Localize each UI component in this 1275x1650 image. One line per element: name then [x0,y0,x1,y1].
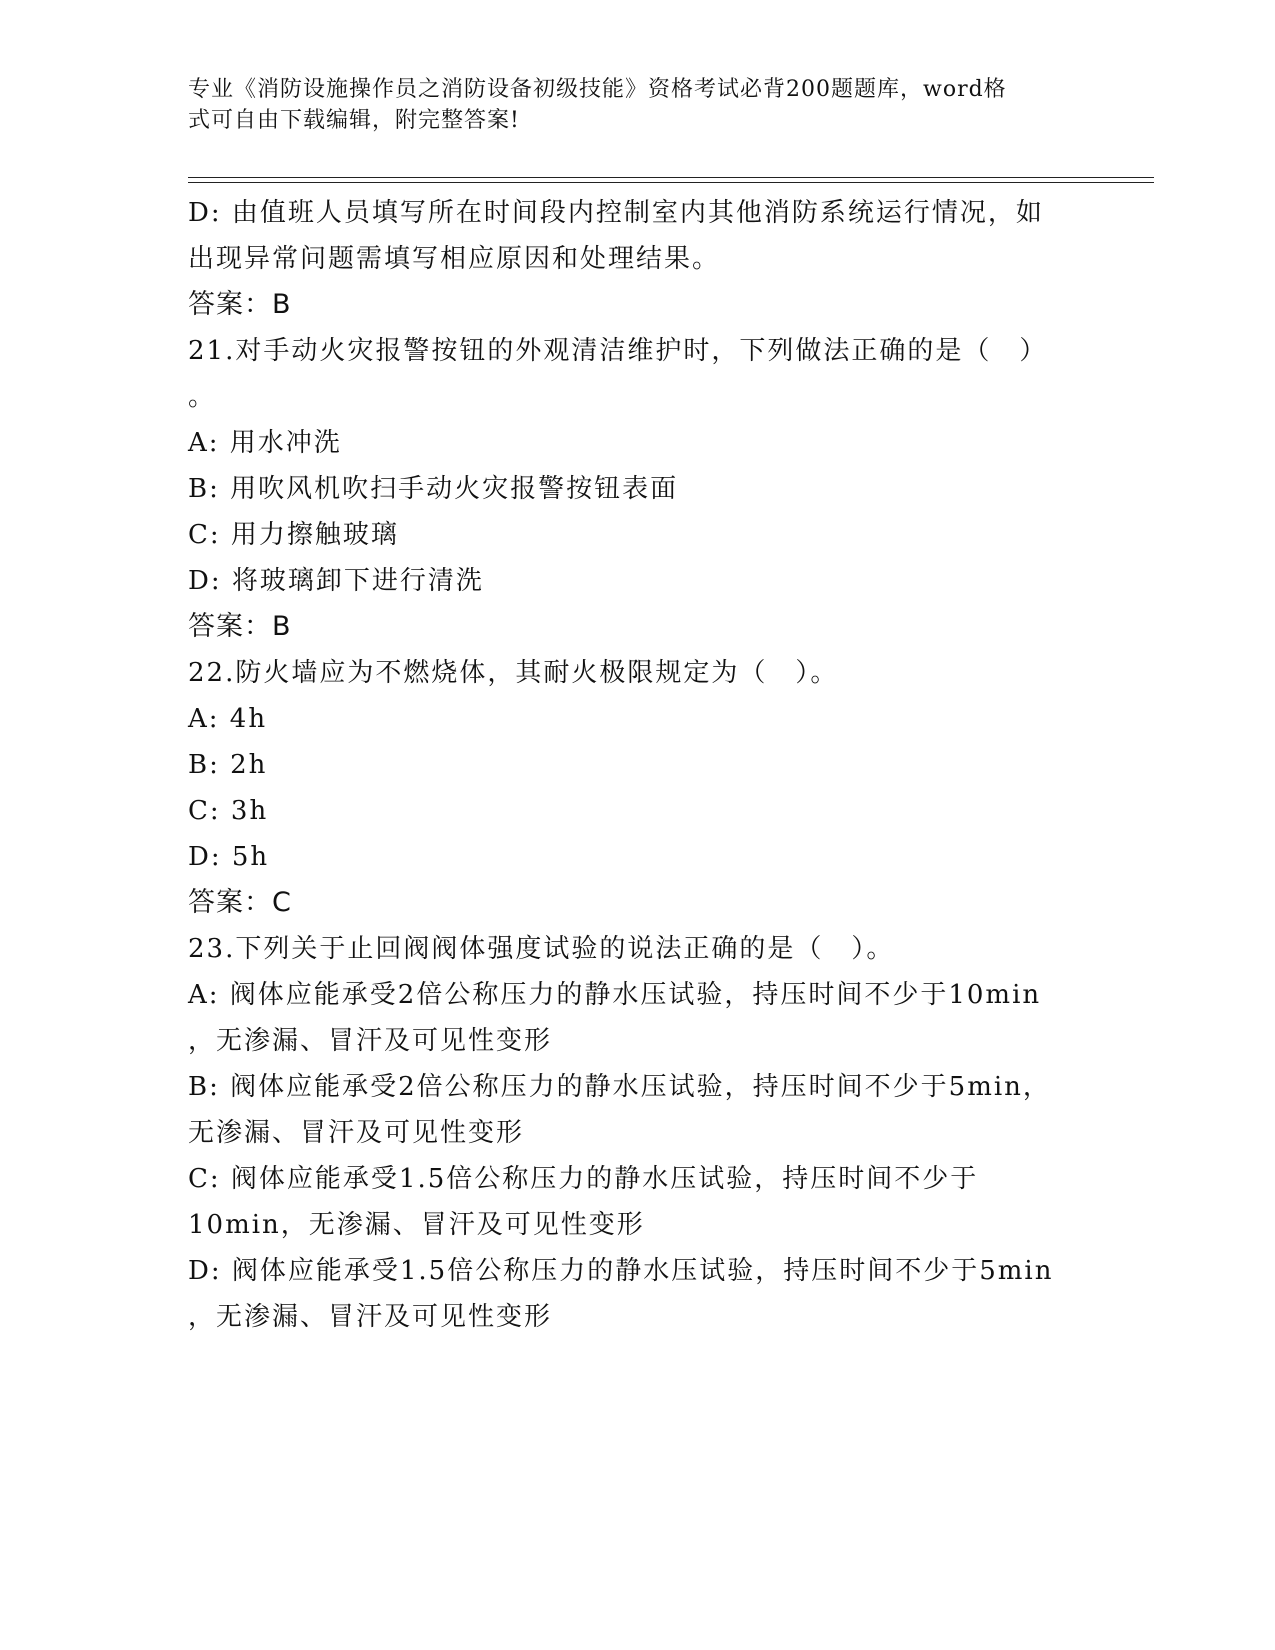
option-b-line-1: B: 阀体应能承受2倍公称压力的静水压试验，持压时间不少于5min， [188,1072,1051,1102]
document-header [188,74,1068,136]
question-21 [188,328,1088,650]
question-stem-line-1: 21.对手动火灾报警按钮的外观清洁维护时，下列做法正确的是（ ） [188,336,1048,366]
option-c: C: 用力擦触玻璃 [188,520,399,550]
question-stem-line-2: 。 [188,382,217,412]
option-d: D: 将玻璃卸下进行清洗 [188,566,484,596]
option-a: A: 4h [188,704,268,734]
option-d-line-1: D: 阀体应能承受1.5倍公称压力的静水压试验，持压时间不少于5min [188,1256,1054,1286]
option-c-line-1: C: 阀体应能承受1.5倍公称压力的静水压试验，持压时间不少于 [188,1164,979,1194]
option-a-line-1: A: 阀体应能承受2倍公称压力的静水压试验，持压时间不少于10min [188,980,1042,1010]
question-23 [188,926,1088,1340]
question-20-tail [188,190,1088,328]
option-c: C: 3h [188,796,269,826]
header-line-2: 式可自由下载编辑，附完整答案! [188,108,520,133]
option-b: B: 用吹风机吹扫手动火灾报警按钮表面 [188,474,679,504]
header-divider-bottom [188,182,1154,183]
answer-label: 答案：B [188,289,292,320]
answer-label: 答案：B [188,611,292,642]
option-a-line-2: ，无渗漏、冒汗及可见性变形 [188,1026,553,1056]
option-a: A: 用水冲洗 [188,428,342,458]
option-d-line-2: ，无渗漏、冒汗及可见性变形 [188,1302,553,1332]
question-22 [188,650,1088,926]
option-c-line-2: 10min，无渗漏、冒汗及可见性变形 [188,1210,645,1240]
question-stem: 22.防火墙应为不燃烧体，其耐火极限规定为（ ）。 [188,658,839,688]
option-d-line-1: D: 由值班人员填写所在时间段内控制室内其他消防系统运行情况，如 [188,198,1044,228]
answer-label: 答案：C [188,887,292,918]
option-d: D: 5h [188,842,270,872]
question-list [188,190,1088,1340]
question-stem: 23.下列关于止回阀阀体强度试验的说法正确的是（ ）。 [188,934,895,964]
option-b-line-2: 无渗漏、冒汗及可见性变形 [188,1118,525,1148]
header-divider-top [188,177,1154,178]
header-line-1: 专业《消防设施操作员之消防设备初级技能》资格考试必背200题题库，word格 [188,77,1007,102]
option-d-line-2: 出现异常问题需填写相应原因和处理结果。 [188,244,721,274]
option-b: B: 2h [188,750,268,780]
